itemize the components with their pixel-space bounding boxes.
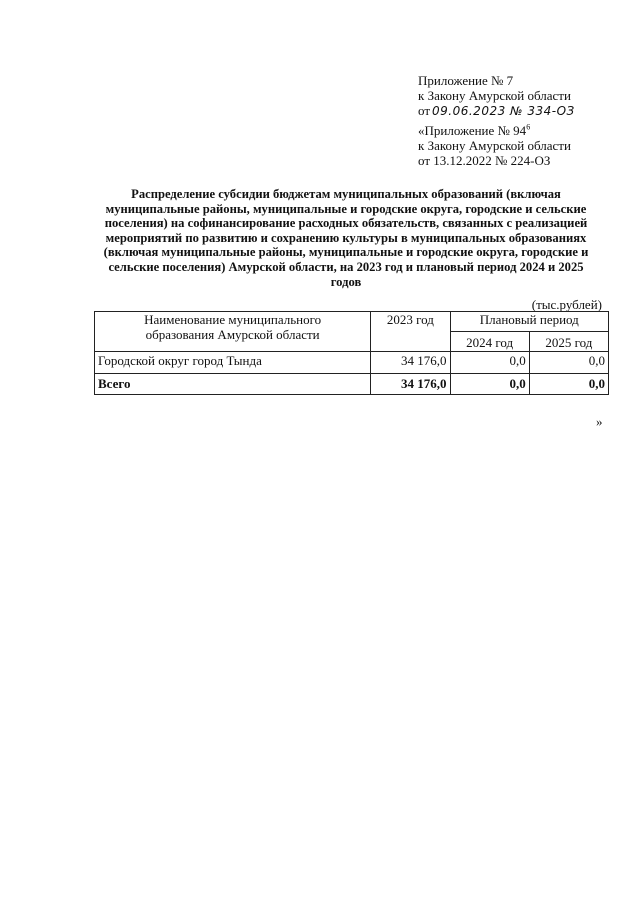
table-row bbox=[95, 352, 609, 374]
old-appendix-superscript: 6 bbox=[526, 122, 531, 132]
appendix-header-old bbox=[418, 123, 571, 168]
row-municipality-name: Городской округ город Тында bbox=[95, 352, 371, 374]
handwritten-date-number: 09.06.2023 № 334-ОЗ bbox=[432, 104, 575, 118]
header-year-2024: 2024 год bbox=[450, 332, 529, 352]
appendix-date-line bbox=[418, 103, 575, 119]
old-appendix-date: от 13.12.2022 № 224-ОЗ bbox=[418, 153, 551, 168]
total-value-2025: 0,0 bbox=[529, 374, 608, 395]
appendix-header-new bbox=[418, 73, 575, 119]
row-value-2024: 0,0 bbox=[450, 352, 529, 374]
old-appendix-number-text: «Приложение № 94 bbox=[418, 123, 527, 138]
old-appendix-number bbox=[418, 123, 571, 138]
total-value-2024: 0,0 bbox=[450, 374, 529, 395]
header-name-line-2: образования Амурской области bbox=[145, 327, 320, 342]
title-line-4: мероприятий по развитию и сохранению культуры в муниципальных образованиях bbox=[105, 230, 587, 245]
title-line-3: поселения) на софинансирование расходных обязательств, связанных с реализацией bbox=[104, 216, 588, 231]
table-header-row bbox=[95, 312, 609, 332]
total-label: Всего bbox=[95, 374, 371, 395]
document-title bbox=[90, 187, 602, 289]
header-municipality-name bbox=[95, 312, 371, 352]
closing-quote: » bbox=[596, 414, 603, 429]
title-line-1: Распределение субсидии бюджетам муниципальных образований (включая bbox=[131, 187, 561, 201]
unit-label: (тыс.рублей) bbox=[531, 297, 602, 312]
subsidy-table bbox=[94, 311, 609, 395]
table-total-row bbox=[95, 374, 609, 395]
row-value-2023: 34 176,0 bbox=[371, 352, 450, 374]
total-value-2023: 34 176,0 bbox=[371, 374, 450, 395]
header-year-2025: 2025 год bbox=[529, 332, 608, 352]
appendix-law-ref: к Закону Амурской области bbox=[418, 88, 571, 103]
header-year-2023: 2023 год bbox=[371, 312, 450, 352]
title-line-7: годов bbox=[330, 274, 362, 289]
title-line-5: (включая муниципальные районы, муниципальные и городские округа, городские и bbox=[103, 245, 589, 260]
old-appendix-law-ref: к Закону Амурской области bbox=[418, 138, 571, 153]
title-line-2: муниципальные районы, муниципальные и городские округа, городские и сельские bbox=[105, 201, 587, 216]
header-planning-period: Плановый период bbox=[450, 312, 609, 332]
row-value-2025: 0,0 bbox=[529, 352, 608, 374]
title-line-6: сельские поселения) Амурской области, на 2023 год и плановый период 2024 и 2025 bbox=[108, 259, 584, 274]
appendix-number: Приложение № 7 bbox=[418, 73, 514, 88]
date-prefix: от bbox=[418, 103, 431, 118]
header-name-line-1: Наименование муниципального bbox=[144, 312, 322, 327]
